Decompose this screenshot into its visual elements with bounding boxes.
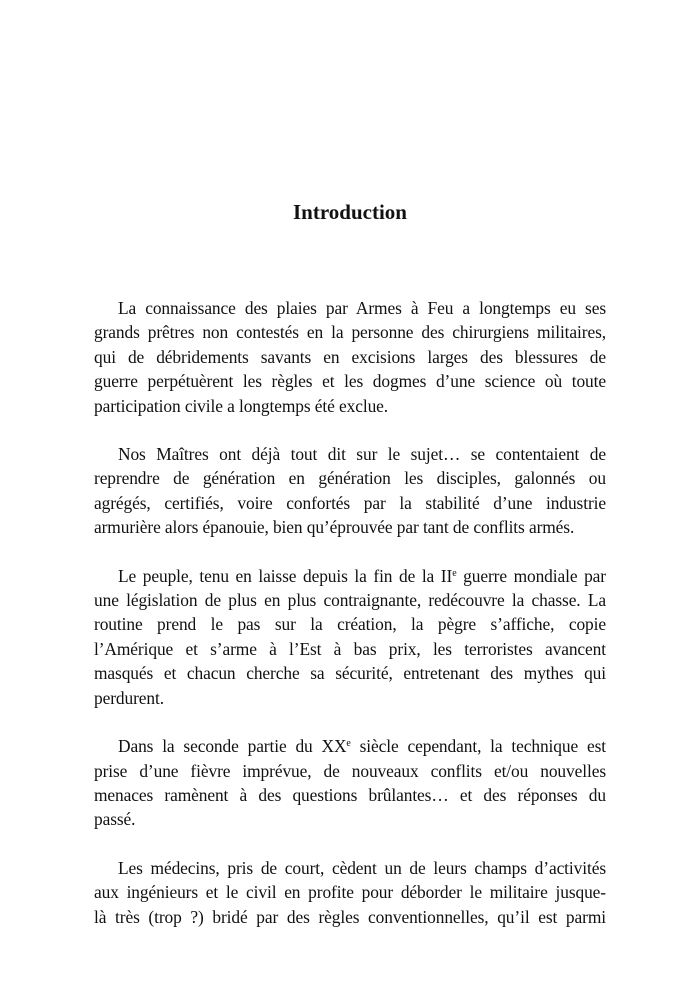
ordinal-superscript: e <box>452 567 457 579</box>
text-line: menaces ramènent à des questions brûlantes… et des réponses du <box>94 784 606 805</box>
text-line: La connaissance des plaies par Armes à Feu a longtemps eu ses <box>118 298 606 318</box>
text-line: l’Amérique et s’arme à l’Est à bas prix, les terroristes avancent <box>94 638 606 659</box>
text-line: routine prend le pas sur la création, la pègre s’affiche, copie <box>94 614 606 635</box>
text-line: reprendre de génération en génération les disciples, galonnés ou <box>94 468 606 489</box>
paragraph-5 <box>94 856 606 929</box>
paragraph-3 <box>94 564 606 710</box>
text-line <box>94 734 606 758</box>
text-line <box>94 564 606 588</box>
body-text <box>94 296 606 953</box>
text-line: participation civile a longtemps été exclue. <box>94 395 389 416</box>
paragraph-4 <box>94 734 606 832</box>
text-fragment: guerre mondiale par <box>456 565 606 586</box>
text-line: guerre perpétuèrent les règles et les dogmes d’une science où toute <box>94 371 606 392</box>
text-line: passé. <box>94 809 136 830</box>
text-fragment: Dans la seconde partie du XX <box>118 736 347 757</box>
ordinal-superscript: e <box>346 738 351 750</box>
text-line: armurière alors épanouie, bien qu’éprouvée par tant de conflits armés. <box>94 517 575 538</box>
text-line: perdurent. <box>94 687 164 708</box>
paragraph-2 <box>94 442 606 540</box>
text-line: grands prêtres non contestés en la personne des chirurgiens militaires, <box>94 322 606 343</box>
text-line: prise d’une fièvre imprévue, de nouveaux conflits et/ou nouvelles <box>94 760 606 781</box>
text-fragment: Le peuple, tenu en laisse depuis la fin de la II <box>118 565 453 586</box>
text-line: masqués et chacun cherche sa sécurité, entretenant des mythes qui <box>94 663 606 684</box>
text-fragment: siècle cependant, la technique est <box>350 736 606 757</box>
text-line: aux ingénieurs et le civil en profite pour déborder le militaire jusque- <box>94 882 606 903</box>
text-line: là très (trop ?) bridé par des règles conventionnelles, qu’il est parmi <box>94 906 606 927</box>
paragraph-1 <box>94 296 606 418</box>
text-line: une législation de plus en plus contraignante, redécouvre la chasse. La <box>94 590 606 611</box>
page-title: Introduction <box>293 200 407 224</box>
text-line: Les médecins, pris de court, cèdent un de leurs champs d’activités <box>118 857 606 878</box>
text-line: Nos Maîtres ont déjà tout dit sur le sujet… se contentaient de <box>118 444 606 465</box>
text-line: qui de débridements savants en excisions larges des blessures de <box>94 346 606 367</box>
text-line: agrégés, certifiés, voire confortés par la stabilité d’une industrie <box>94 492 606 513</box>
